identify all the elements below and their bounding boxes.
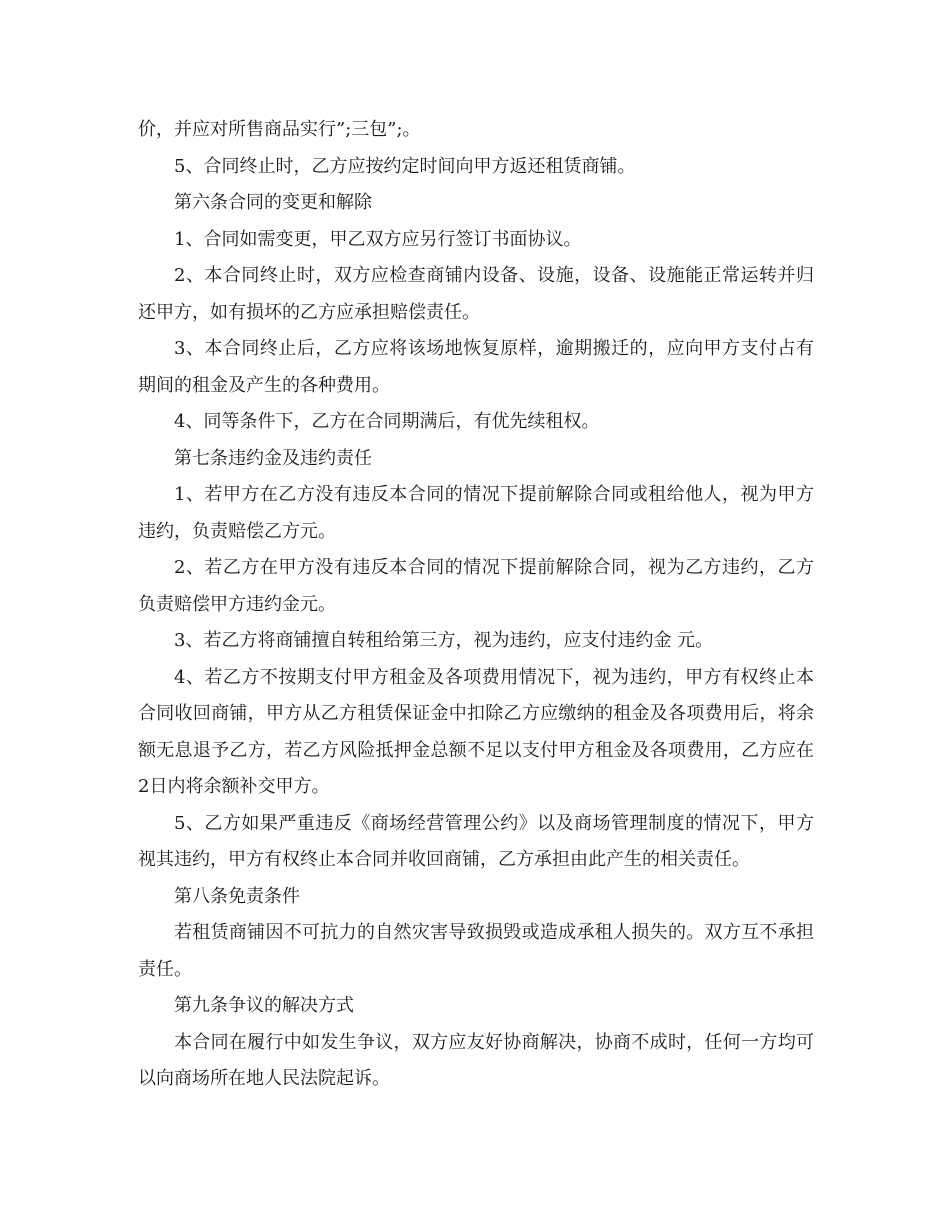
clause-6-2: 2、本合同终止时，双方应检查商铺内设备、设施，设备、设施能正常运转并归还甲方，如有损坏的乙方应承担赔偿责任。 xyxy=(138,265,814,323)
clause-6-1: 1、合同如需变更，甲乙双方应另行签订书面协议。 xyxy=(174,228,582,250)
clause-8-body: 若租赁商铺因不可抗力的自然灾害导致损毁或造成承租人损失的。双方互不承担责任。 xyxy=(138,922,814,980)
clause-6-4: 4、同等条件下，乙方在合同期满后，有优先续租权。 xyxy=(174,411,600,432)
clause-7-5: 5、乙方如果严重违反《商场经营管理公约》以及商场管理制度的情况下，甲方视其违约，甲方有权终止本合同并收回商铺，乙方承担由此产生的相关责任。 xyxy=(138,812,814,870)
clause-7-1: 1、若甲方在乙方没有违反本合同的情况下提前解除合同或租给他人，视为甲方违约，负责赔偿乙方元。 xyxy=(138,484,814,542)
paragraph-continuation: 价，并应对所售商品实行”;三包”;。 xyxy=(138,119,421,140)
clause-9-body: 本合同在履行中如发生争议，双方应友好协商解决，协商不成时，任何一方均可以向商场所在地人民法院起诉。 xyxy=(138,1031,814,1089)
article-8-heading: 第八条免责条件 xyxy=(174,885,300,907)
clause-7-2: 2、若乙方在甲方没有违反本合同的情况下提前解除合同，视为乙方违约，乙方负责赔偿甲方违约金元。 xyxy=(138,557,814,615)
article-6-heading: 第六条合同的变更和解除 xyxy=(174,192,372,213)
article-9-heading: 第九条争议的解决方式 xyxy=(174,995,354,1016)
clause-5-5: 5、合同终止时，乙方应按约定时间向甲方返还租赁商铺。 xyxy=(174,155,636,177)
clause-6-3: 3、本合同终止后，乙方应将该场地恢复原样，逾期搬迁的，应向甲方支付占有期间的租金及产生的各种费用。 xyxy=(138,338,814,396)
document-body xyxy=(138,112,814,1098)
article-7-heading: 第七条违约金及违约责任 xyxy=(174,447,372,469)
clause-7-4: 4、若乙方不按期支付甲方租金及各项费用情况下，视为违约，甲方有权终止本合同收回商铺，甲方从乙方租赁保证金中扣除乙方应缴纳的租金及各项费用后，将余额无息退予乙方，若乙方风险抵押金总额不足以支付甲方租金及各项费用，乙方应在2日内将余额补交甲方。 xyxy=(138,666,814,797)
clause-7-3: 3、若乙方将商铺擅自转租给第三方，视为违约，应支付违约金 元。 xyxy=(174,630,714,651)
